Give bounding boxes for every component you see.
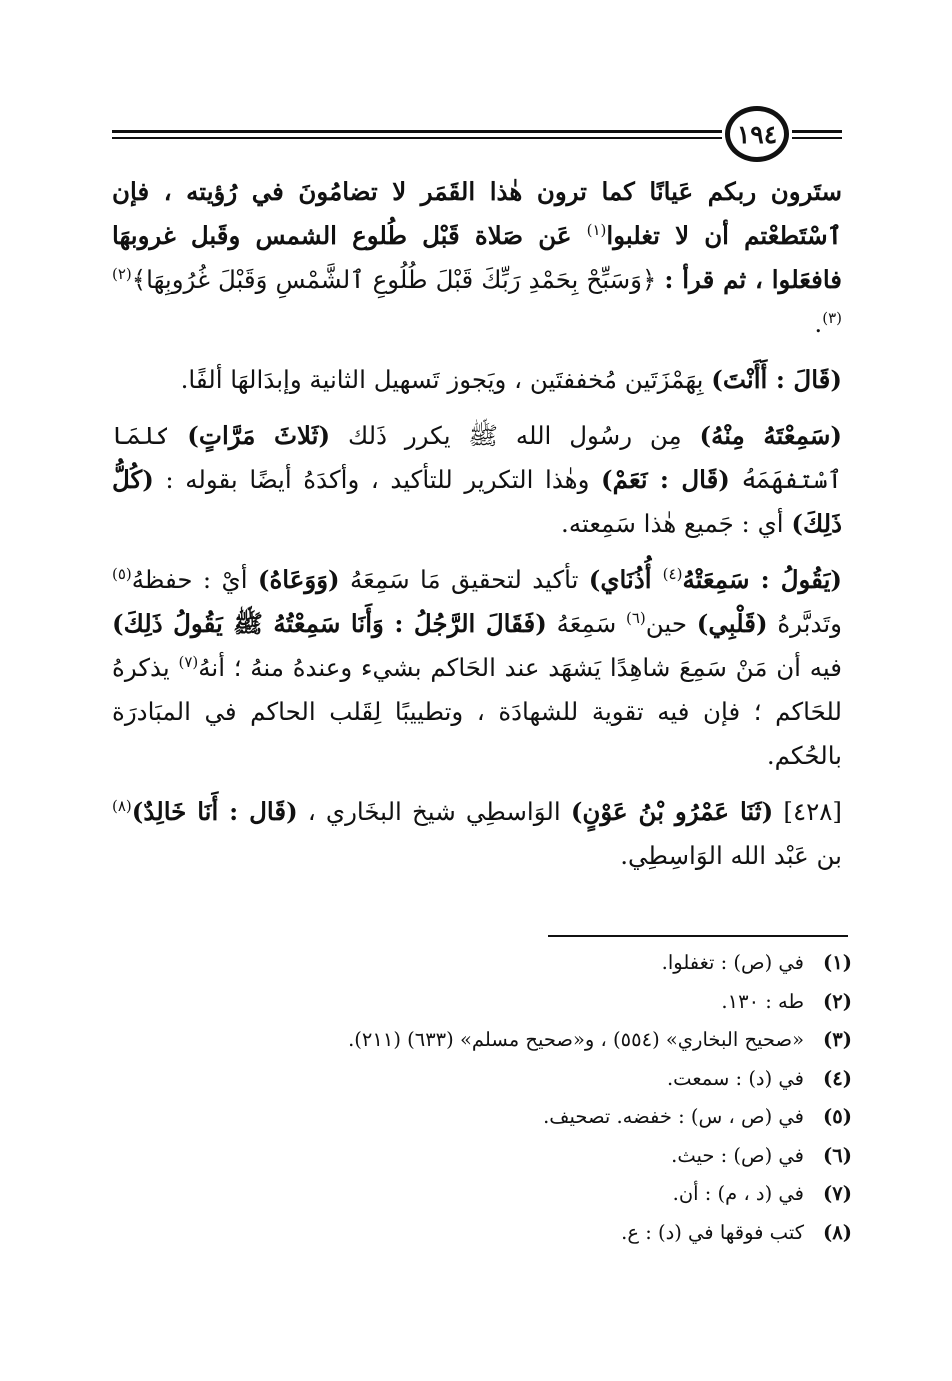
text-run: كلمَا ٱسْتفهَمَهُ bbox=[112, 421, 842, 494]
footnote bbox=[112, 1175, 852, 1214]
footnote bbox=[112, 1098, 852, 1137]
header-rule bbox=[112, 130, 722, 133]
footnote-text: كتب فوقها في (د) : ع. bbox=[621, 1220, 804, 1244]
bold-text: ستَرون ربكم عَيانًا كما ترون هٰذا القَمَر لا تضامُونَ في رُؤيته ، فإن ٱسْتَطعْتم أن لا تغلبوا bbox=[112, 177, 842, 250]
text-run: [٤٢٨] bbox=[773, 797, 842, 826]
text-run: ﴿وَسَبِّحْ بِحَمْدِ رَبِّكَ قَبْلَ طُلُوعِ ٱلشَّمْسِ وَقَبْلَ غُرُوبِهَا﴾ bbox=[131, 265, 665, 294]
footnote-text: «صحيح البخاري» (٥٥٤) ، و«صحيح مسلم» (٦٣٣) (٢١١). bbox=[348, 1028, 804, 1051]
text-run: حين bbox=[645, 609, 697, 638]
main-text bbox=[112, 170, 842, 890]
footnote-number: (٨) bbox=[823, 1220, 852, 1244]
text-run: مِن رسُول الله ﷺ يكرر ذَلك bbox=[330, 421, 700, 450]
bold-text: عَن صَلاة قَبْل طُلوع الشمس وقَبل غروبهَا فافعَلوا ، ثم قرأ : bbox=[112, 221, 843, 294]
footnote-number: (٤) bbox=[823, 1066, 852, 1090]
footnotes bbox=[112, 944, 852, 1252]
footnote-number: (٣) bbox=[823, 1028, 852, 1051]
page-number: ١٩٤ bbox=[725, 106, 789, 162]
paragraph bbox=[112, 358, 842, 402]
footnote-text: طه : ١٣٠. bbox=[721, 989, 804, 1013]
bold-text: (قَال : نَعَمْ) bbox=[601, 465, 730, 494]
footnote-number: (٢) bbox=[823, 989, 852, 1013]
footnote-separator bbox=[548, 935, 848, 937]
text-run: سَمِعَهُ bbox=[546, 609, 626, 638]
paragraph bbox=[112, 170, 842, 346]
page-header bbox=[112, 104, 842, 164]
footnote-ref: (٤) bbox=[662, 564, 683, 583]
footnote bbox=[112, 983, 852, 1022]
footnote bbox=[112, 1060, 852, 1099]
footnote-number: (٥) bbox=[823, 1105, 852, 1128]
text-run: وتَدبَّرهُ bbox=[767, 609, 843, 638]
text-run: أيْ : حفظهُ bbox=[131, 565, 258, 594]
footnote bbox=[112, 1214, 852, 1253]
footnote-number: (١) bbox=[823, 951, 852, 974]
bold-text: (فَقَالَ الرَّجُلُ : وَأَنَا سَمِعْتُهُ ﷺ يَقُولُ ذَلِكَ) bbox=[112, 609, 547, 638]
footnote-ref: (٧) bbox=[178, 652, 199, 671]
text-run: بن عَبْد الله الوَاسِطِي. bbox=[620, 841, 842, 870]
bold-text: (قَالَ : أَأَنْتَ) bbox=[711, 365, 842, 394]
bold-text: (ثَلاثَ مَرَّاتٍ) bbox=[187, 421, 331, 450]
text-run: بِهَمْزَتَين مُخففتَين ، ويَجوز تَسهيل الثانية وإبدَالهَا ألفًا. bbox=[180, 365, 712, 394]
text-run: تأكيد لتحقيق مَا سَمِعَهُ bbox=[339, 565, 589, 594]
footnote-text: في (ص ، س) : خفضه. تصحيف. bbox=[543, 1105, 804, 1128]
footnote bbox=[112, 1021, 852, 1060]
bold-text: (يَقُولُ : سَمِعَتْهُ bbox=[682, 565, 842, 594]
footnote-ref: (١) bbox=[586, 220, 607, 239]
text-run: أي : جَميع هٰذا سَمِعته. bbox=[561, 509, 792, 538]
bold-text: (سَمِعْتَهُ مِنْهُ) bbox=[699, 421, 842, 450]
footnote-text: في (ص) : تغفلوا. bbox=[661, 951, 804, 974]
paragraph bbox=[112, 414, 842, 546]
footnote bbox=[112, 944, 852, 983]
paragraph bbox=[112, 558, 842, 778]
footnote-text: في (د ، م) : أن. bbox=[672, 1182, 804, 1205]
footnote-ref: (٥) bbox=[112, 564, 132, 583]
text-run: فيه أن مَنْ سَمِعَ شاهِدًا يَشهَد عند الحَاكم بشيء وعندهُ منهُ ؛ أنهُ bbox=[198, 653, 842, 682]
footnote-ref: (٨) bbox=[112, 796, 132, 815]
bold-text: (قَال : أَنَا خَالِدٌ) bbox=[131, 797, 298, 826]
footnote-ref: (٢)(٣) bbox=[112, 264, 842, 327]
bold-text: (كُلُّ ذَلِكَ) bbox=[112, 465, 842, 538]
header-rule bbox=[792, 130, 842, 133]
bold-text: (وَوَعَاهُ) bbox=[257, 565, 340, 594]
footnote bbox=[112, 1137, 852, 1176]
bold-text: (قَلْبِي) bbox=[696, 609, 768, 638]
text-run: . bbox=[814, 309, 823, 338]
text-run: وهٰذا التكرير للتأكيد ، وأكدَهُ أيضًا بقوله : bbox=[153, 465, 602, 494]
footnote-text: في (ص) : حيث. bbox=[671, 1143, 804, 1167]
header-rule bbox=[112, 137, 722, 139]
footnote-text: في (د) : سمعت. bbox=[666, 1066, 804, 1090]
footnote-number: (٧) bbox=[823, 1182, 852, 1205]
text-run: الوَاسطِي شيخ البخَاري ، bbox=[297, 797, 571, 826]
footnote-ref: (٦) bbox=[626, 608, 646, 627]
text-run: يذكرهُ للحَاكم ؛ فإن فيه تقوية للشهادَة ، وتطييبًا لِقَلب الحاكم في المبَادرَة بالحُكم. bbox=[112, 653, 842, 770]
bold-text: (ثَنَا عَمْرُو بْنُ عَوْنٍ) bbox=[570, 797, 774, 826]
header-rule bbox=[792, 137, 842, 139]
paragraph bbox=[112, 790, 842, 878]
bold-text: أُذُنَاي) bbox=[588, 565, 663, 594]
footnote-number: (٦) bbox=[823, 1143, 852, 1167]
